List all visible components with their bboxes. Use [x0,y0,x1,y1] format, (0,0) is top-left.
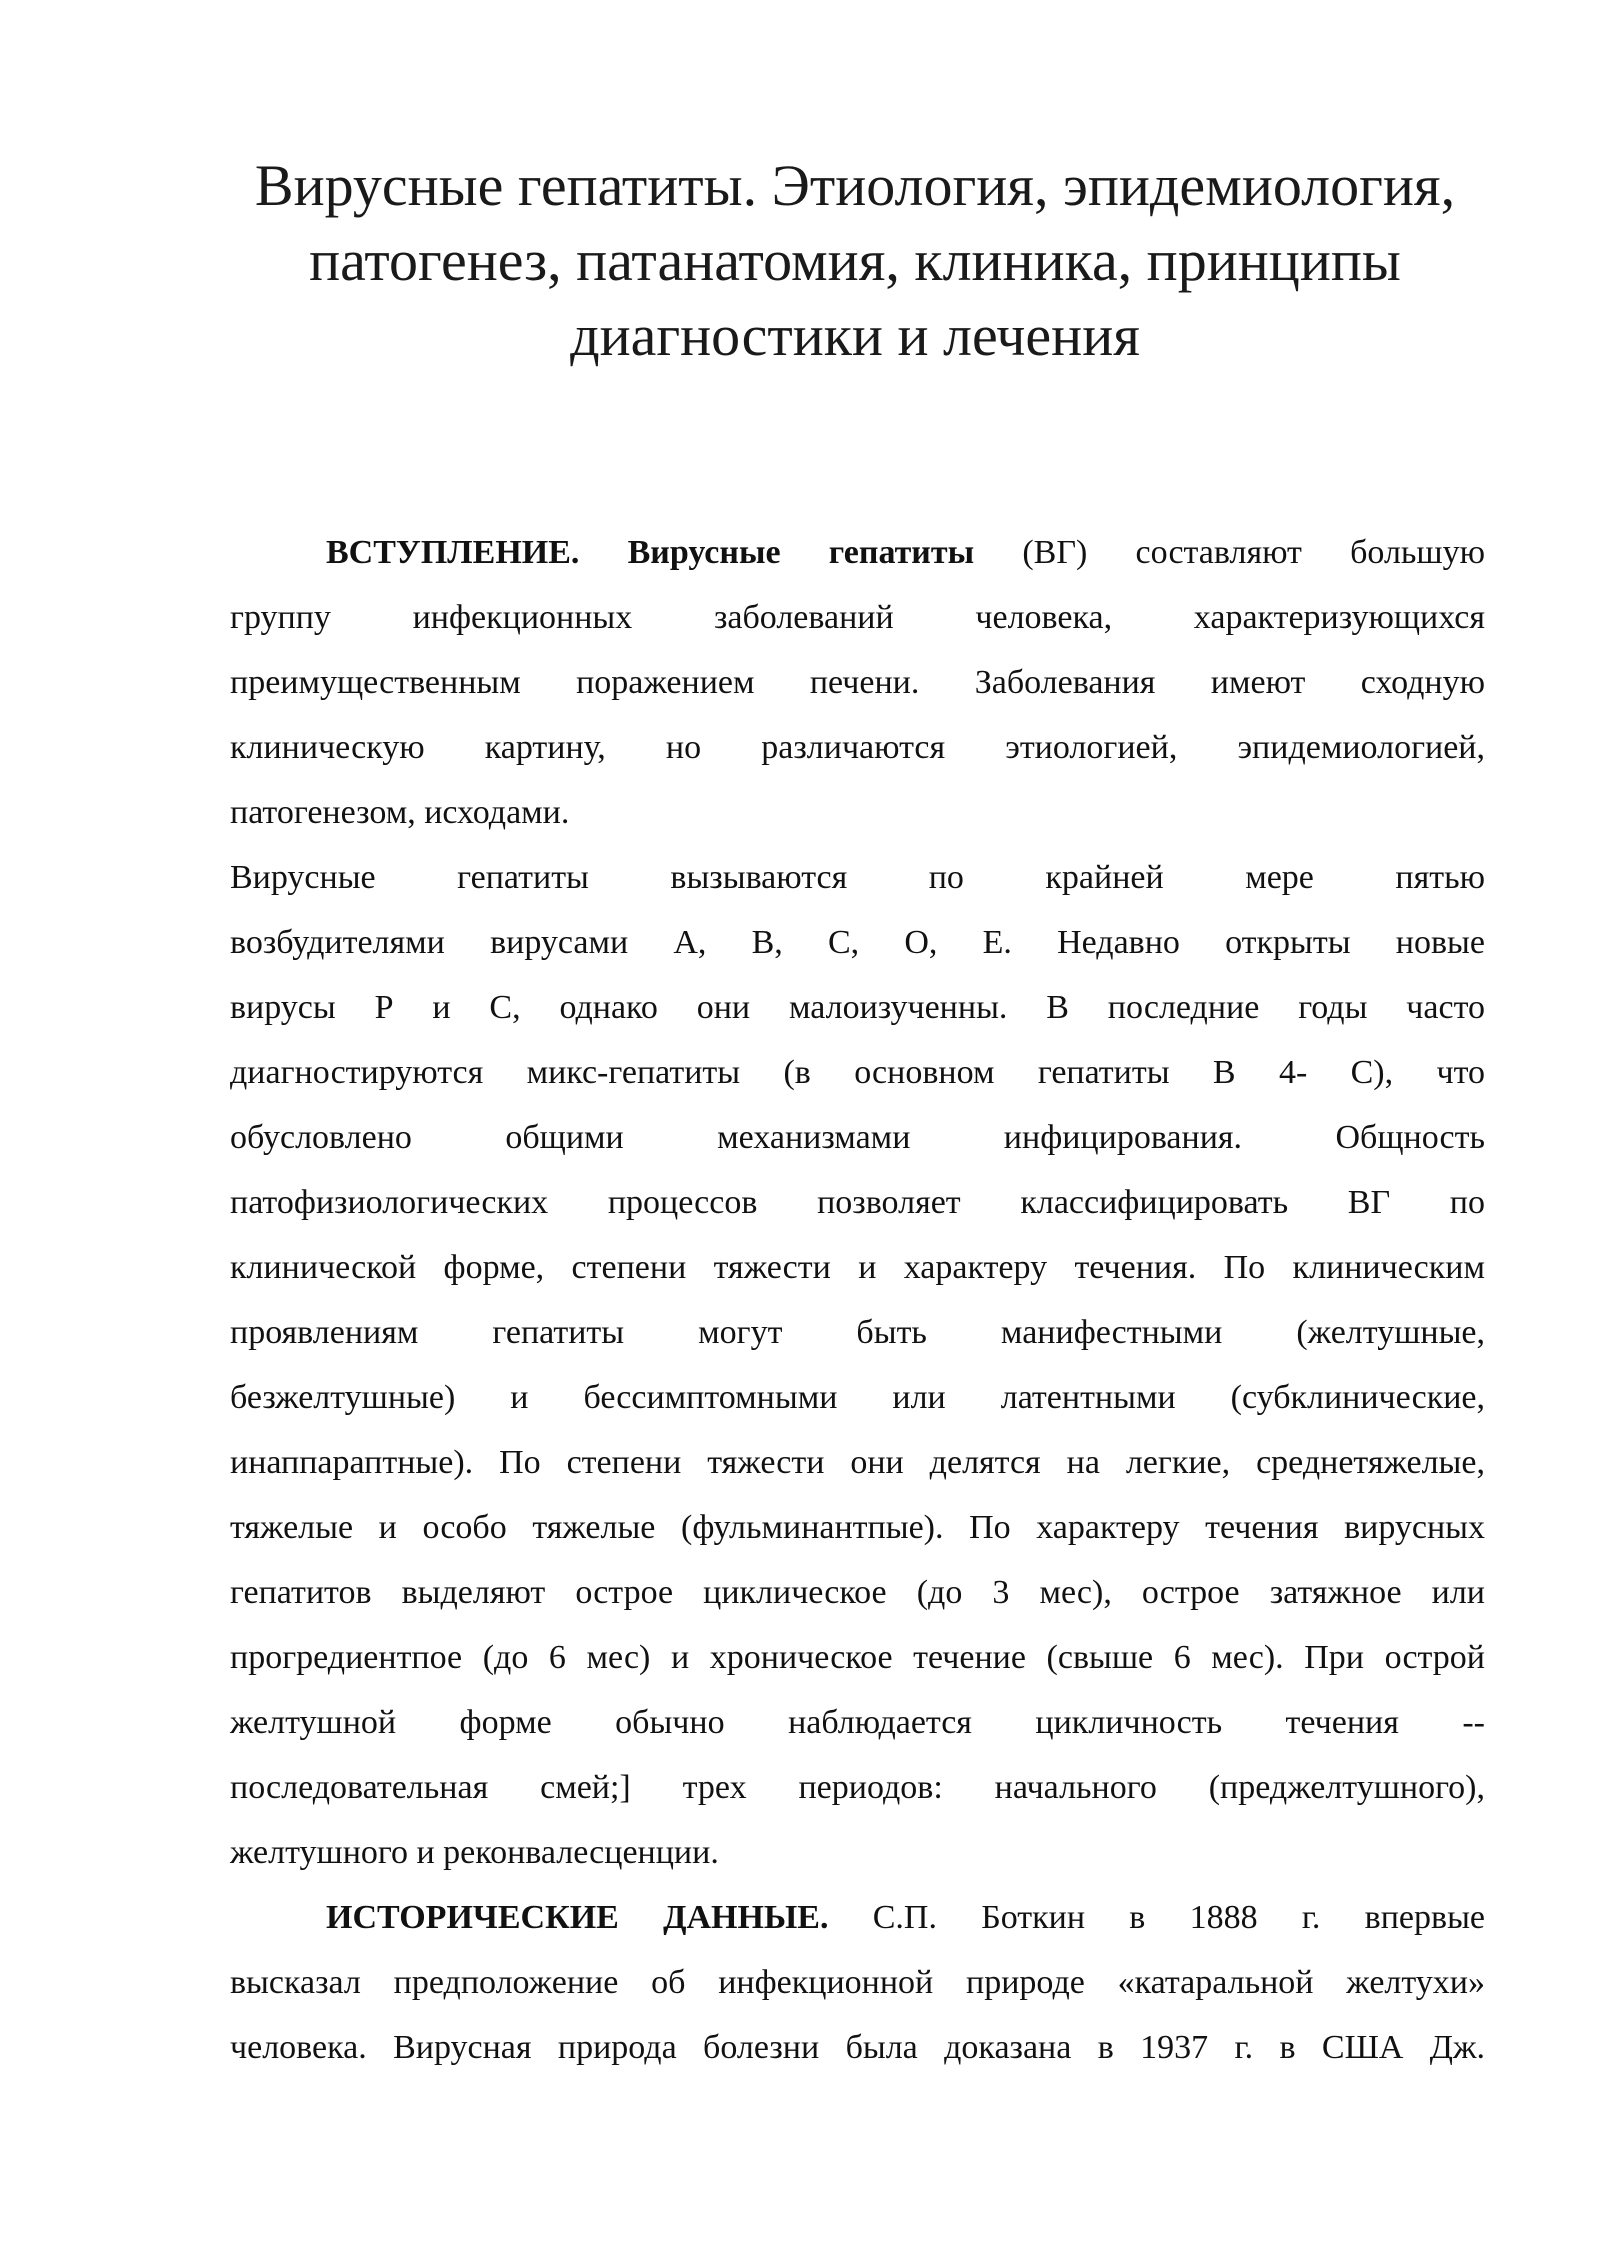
text-line: клинической форме, степени тяжести и характеру течения. По клиническим [230,1249,1485,1286]
text-line: проявлениям гепатиты могут быть манифестными (желтушные, [230,1314,1485,1351]
text-line: группу инфекционных заболеваний человека, характеризующихся [230,599,1485,636]
history-text: С.П. Боткин в 1888 г. впервые [872,1899,1485,1936]
intro-term: Вирусные гепатиты [627,534,975,571]
text-line: тяжелые и особо тяжелые (фульминантпые). По характеру течения вирусных [230,1509,1485,1546]
text-line: желтушного и реконвалесценции. [230,1834,719,1871]
text-line: вирусы Р и С, однако они малоизученны. В последние годы часто [230,989,1485,1026]
intro-heading: ВСТУПЛЕНИЕ. [326,534,580,571]
document-body [230,520,1485,2080]
text-line: человека. Вирусная природа болезни была доказана в 1937 г. в США Дж. [230,2029,1485,2066]
text-line: желтушной форме обычно наблюдается цикличность течения -- [230,1704,1485,1741]
text-line: последовательная смей;] трех периодов: начального (преджелтушного), [230,1769,1485,1806]
intro-text: (ВГ) составляют большую [1022,534,1486,571]
text-line: возбудителями вирусами А, В, С, О, Е. Недавно открыты новые [230,924,1485,961]
text-line: высказал предположение об инфекционной природе «катаральной желтухи» [230,1964,1485,2001]
text-line: преимущественным поражением печени. Заболевания имеют сходную [230,664,1485,701]
history-first-line [230,1885,1485,1950]
title-line: диагностики и лечения [570,303,1140,368]
text-line: Вирусные гепатиты вызываются по крайней мере пятью [230,859,1485,896]
page-title [200,148,1510,373]
history-heading: ИСТОРИЧЕСКИЕ ДАННЫЕ. [326,1899,829,1936]
text-line: патофизиологических процессов позволяет классифицировать ВГ по [230,1184,1485,1221]
text-line: безжелтушные) и бессимптомными или латентными (субклинические, [230,1379,1485,1416]
text-line: клиническую картину, но различаются этиологией, эпидемиологией, [230,729,1485,766]
text-line: прогредиентпое (до 6 мес) и хроническое течение (свыше 6 мес). При острой [230,1639,1485,1676]
text-line: патогенезом, исходами. [230,794,570,831]
text-line: обусловлено общими механизмами инфицирования. Общность [230,1119,1485,1156]
title-line: патогенез, патанатомия, клиника, принципы [309,228,1401,293]
intro-first-line [230,520,1485,585]
text-line: гепатитов выделяют острое циклическое (до 3 мес), острое затяжное или [230,1574,1485,1611]
title-line: Вирусные гепатиты. Этиология, эпидемиология, [254,153,1456,218]
text-line: инаппараптные). По степени тяжести они делятся на легкие, среднетяжелые, [230,1444,1485,1481]
text-line: диагностируются микс-гепатиты (в основном гепатиты В 4- С), что [230,1054,1485,1091]
